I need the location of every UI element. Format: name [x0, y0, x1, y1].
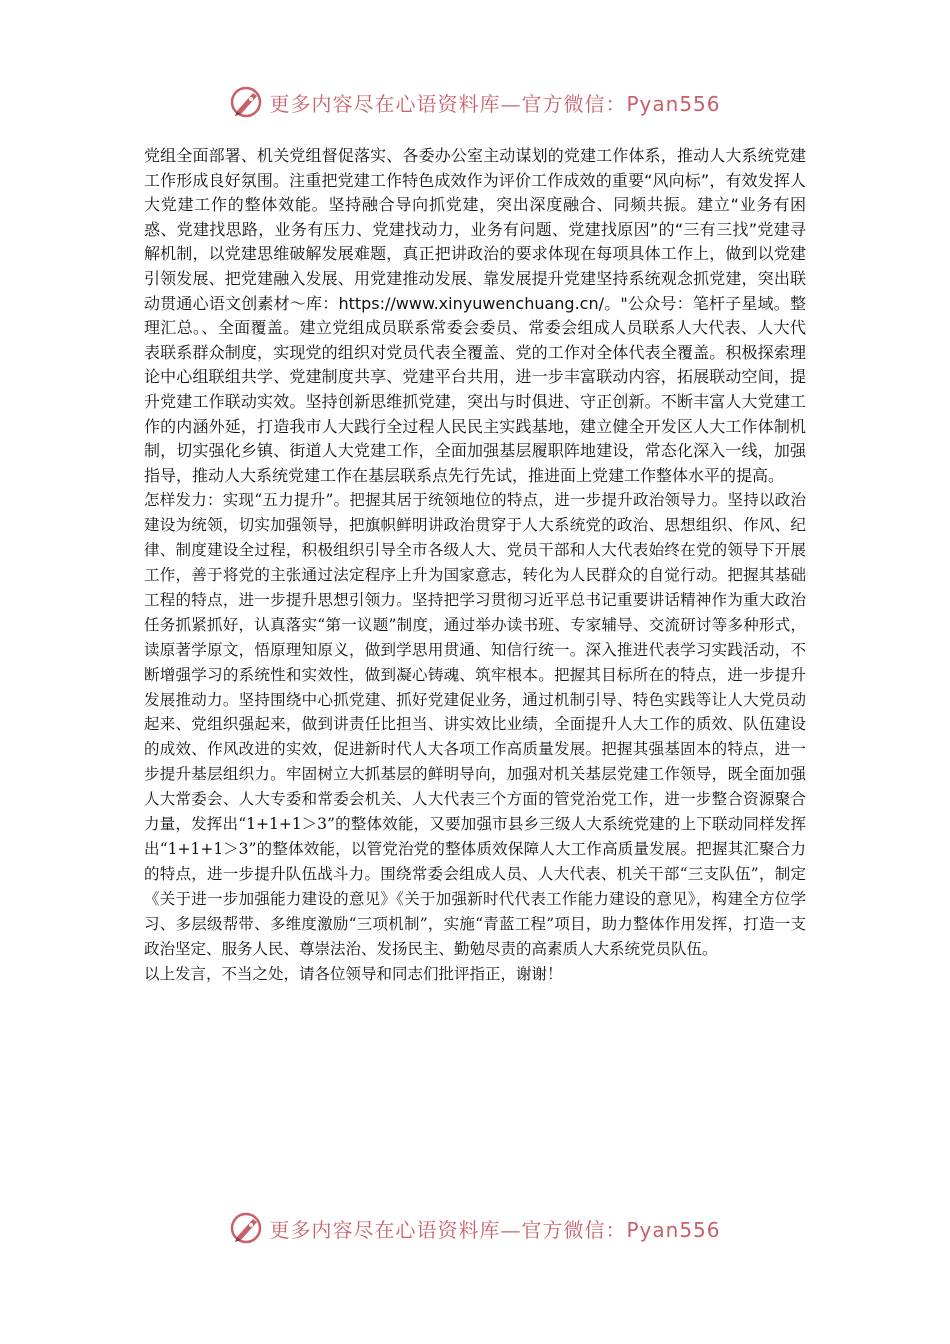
document-body: [144, 144, 806, 986]
footer-banner: [0, 1208, 950, 1248]
pen-logo-icon: [229, 1211, 263, 1245]
paragraph-2: 怎样发力：实现“五力提升”。把握其居于统领地位的特点，进一步提升政治领导力。坚持以政治建设为统领，切实加强领导，把旗帜鲜明讲政治贯穿于人大系统党的政治、思想组织、作风、纪律、制度建设全过程，积极组织引导全市各级人大、党员干部和人大代表始终在党的领导下开展工作，善于将党的主张通过法定程序上升为国家意志，转化为人民群众的自觉行动。把握其基础工程的特点，进一步提升思想引领力。坚持把学习贯彻习近平总书记重要讲话精神作为重大政治任务抓紧抓好，认真落实“第一议题”制度，通过举办读书班、专家辅导、交流研讨等多种形式，读原著学原文，悟原理知原义，做到学思用贯通、知信行统一。深入推进代表学习实践活动，不断增强学习的系统性和实效性，做到凝心铸魂、筑牢根本。把握其目标所在的特点，进一步提升发展推动力。坚持围绕中心抓党建、抓好党建促业务，通过机制引导、特色实践等让人大党员动起来、党组织强起来，做到讲责任比担当、讲实效比业绩，全面提升人大工作的质效、队伍建设的成效、作风改进的实效，促进新时代人大各项工作高质量发展。把握其强基固本的特点，进一步提升基层组织力。牢固树立大抓基层的鲜明导向，加强对机关基层党建工作领导，既全面加强人大常委会、人大专委和常委会机关、人大代表三个方面的管党治党工作，进一步整合资源聚合力量，发挥出“1+1+1＞3”的整体效能，又要加强市县乡三级人大系统党建的上下联动同样发挥出“1+1+1＞3”的整体效能，以管党治党的整体质效保障人大工作高质量发展。把握其汇聚合力的特点，进一步提升队伍战斗力。围绕常委会组成人员、人大代表、机关干部“三支队伍”，制定《关于进一步加强能力建设的意见》《关于加强新时代代表工作能力建设的意见》，构建全方位学习、多层级帮带、多维度激励“三项机制”，实施“青蓝工程”项目，助力整体作用发挥，打造一支政治坚定、服务人民、尊崇法治、发扬民主、勤勉尽责的高素质人大系统党员队伍。: [144, 491, 806, 958]
wechat-id: Pyan556: [626, 1217, 721, 1242]
banner-slogan: 更多内容尽在心语资料库—官方微信：: [269, 91, 627, 116]
paragraph-1: 党组全面部署、机关党组督促落实、各委办公室主动谋划的党建工作体系，推动人大系统党建工作形成良好氛围。注重把党建工作特色成效作为评价工作成效的重要“风向标”，有效发挥人大党建工作的整体效能。坚持融合导向抓党建，突出深度融合、同频共振。建立“业务有困惑、党建找思路，业务有压力、党建找动力，业务有问题、党建找原因”的“三有三找”党建寻解机制，以党建思维破解发展难题，真正把讲政治的要求体现在每项具体工作上，做到以党建引领发展、把党建融入发展、用党建推动发展、靠发展提升党建坚持系统观念抓党建，突出联动贯通心语文创素材～库：https://www.xinyuwenchuang.cn/。"公众号：笔杆子星域。整理汇总。、全面覆盖。建立党组成员联系常委会委员、常委会组成人员联系人大代表、人大代表联系群众制度，实现党的组织对党员代表全覆盖、党的工作对全体代表全覆盖。积极探索理论中心组联组共学、党建制度共享、党建平台共用，进一步丰富联动内容，拓展联动空间，提升党建工作联动实效。坚持创新思维抓党建，突出与时俱进、守正创新。不断丰富人大党建工作的内涵外延，打造我市人大践行全过程人民民主实践基地，建立健全开发区人大工作体制机制，切实强化乡镇、街道人大党建工作，全面加强基层履职阵地建设，常态化深入一线，加强指导，推动人大系统党建工作在基层联系点先行先试，推进面上党建工作整体水平的提高。: [144, 146, 806, 485]
pen-logo-icon: [229, 85, 263, 119]
closing-remark: 以上发言，不当之处，请各位领导和同志们批评指正，谢谢！: [144, 964, 563, 983]
wechat-id: Pyan556: [626, 91, 721, 116]
header-banner: [0, 82, 950, 122]
banner-slogan: 更多内容尽在心语资料库—官方微信：: [269, 1217, 627, 1242]
